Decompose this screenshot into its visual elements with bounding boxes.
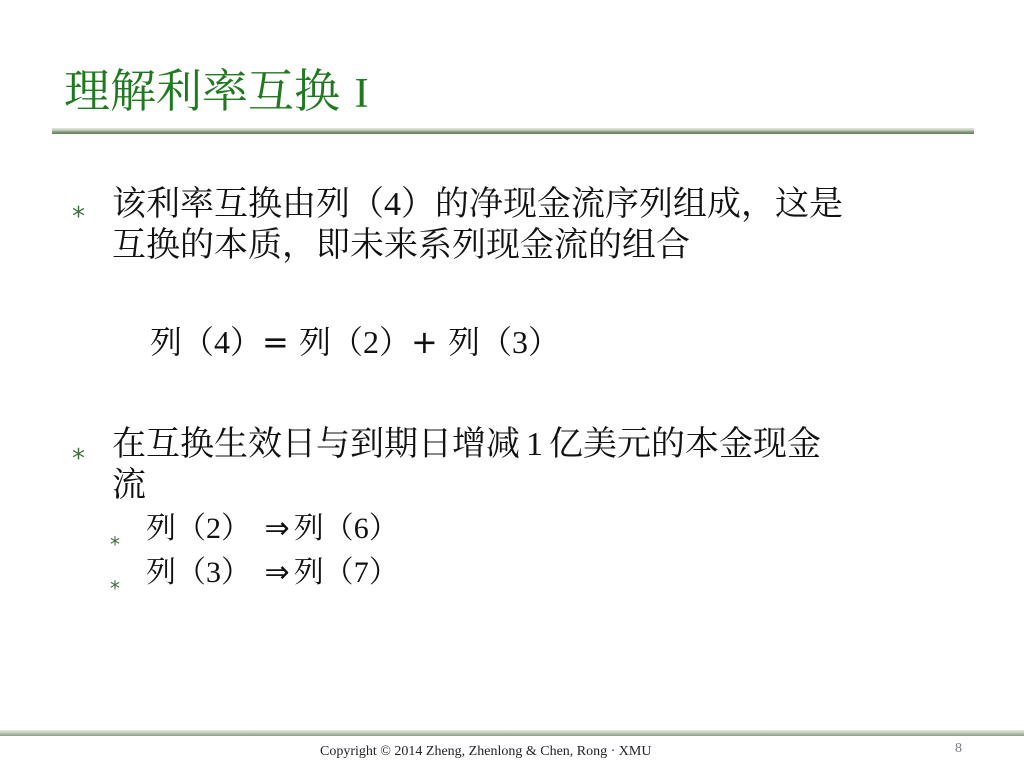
footer-divider bbox=[0, 730, 1024, 736]
sub-item-1-num-2: 6 bbox=[353, 512, 369, 545]
footer-copyright: Copyright © 2014 Zheng, Zhenlong & Chen, Rong · XMU bbox=[320, 744, 652, 759]
slide-title-cjk: 理解利率互换 bbox=[64, 64, 340, 118]
eq-part-1: 列（ bbox=[150, 323, 215, 361]
eq-part-3: ）+ 列（ bbox=[379, 323, 513, 361]
implies-arrow-icon: ⇒ bbox=[264, 555, 290, 590]
sub-item-2-part-b: ） bbox=[221, 555, 251, 590]
page-number: 8 bbox=[955, 741, 962, 756]
bullet-1-text bbox=[112, 184, 992, 265]
equation-line bbox=[150, 322, 560, 362]
slide-title bbox=[64, 56, 369, 129]
eq-part-4: ） bbox=[528, 323, 561, 361]
sub-item bbox=[146, 556, 399, 590]
sub-item-1-num-1: 2 bbox=[206, 512, 221, 545]
bullet-1-line1-part-a: 该利率互换由列（ bbox=[112, 184, 384, 224]
bullet-1-line1-part-b: ）的净现金流序列组成，这是 bbox=[401, 184, 843, 224]
bullet-2-line1-part-b: 亿美元的本金现金 bbox=[549, 424, 821, 464]
sub-item-1-part-d: ） bbox=[368, 511, 399, 546]
sub-item-2-part-c: 列（ bbox=[293, 555, 354, 590]
bullet-star-icon: ⁎ bbox=[72, 194, 85, 224]
sub-bullet-star-icon: ⁎ bbox=[110, 570, 120, 594]
bullet-2-line1-number: 1 bbox=[526, 426, 543, 463]
slide-title-suffix: I bbox=[354, 71, 369, 117]
sub-item-1-part-a: 列（ bbox=[146, 511, 206, 546]
eq-num-2: 2 bbox=[363, 324, 380, 360]
eq-num-3: 3 bbox=[512, 324, 529, 360]
sub-item-2-part-d: ） bbox=[368, 555, 399, 590]
sub-item-2-part-a: 列（ bbox=[146, 555, 206, 590]
sub-item bbox=[146, 512, 399, 546]
implies-arrow-icon: ⇒ bbox=[264, 511, 290, 546]
sub-item-2-num-2: 7 bbox=[353, 556, 369, 589]
sub-bullet-star-icon: ⁎ bbox=[110, 526, 120, 550]
bullet-2-line2: 流 bbox=[112, 465, 146, 505]
bullet-2-line1-part-a: 在互换生效日与到期日增减 bbox=[112, 424, 520, 464]
eq-part-2: ）= 列（ bbox=[230, 323, 364, 361]
sub-item-1-part-b: ） bbox=[221, 511, 251, 546]
sub-item-2-num-1: 3 bbox=[206, 556, 221, 589]
eq-num-1: 4 bbox=[214, 324, 231, 360]
bullet-1-line2: 互换的本质，即未来系列现金流的组合 bbox=[112, 225, 690, 265]
sub-item-1-part-c: 列（ bbox=[293, 511, 354, 546]
bullet-star-icon: ⁎ bbox=[72, 436, 85, 466]
bullet-1-line1-number: 4 bbox=[384, 186, 401, 223]
title-divider bbox=[52, 128, 974, 134]
bullet-2-text bbox=[112, 424, 992, 505]
